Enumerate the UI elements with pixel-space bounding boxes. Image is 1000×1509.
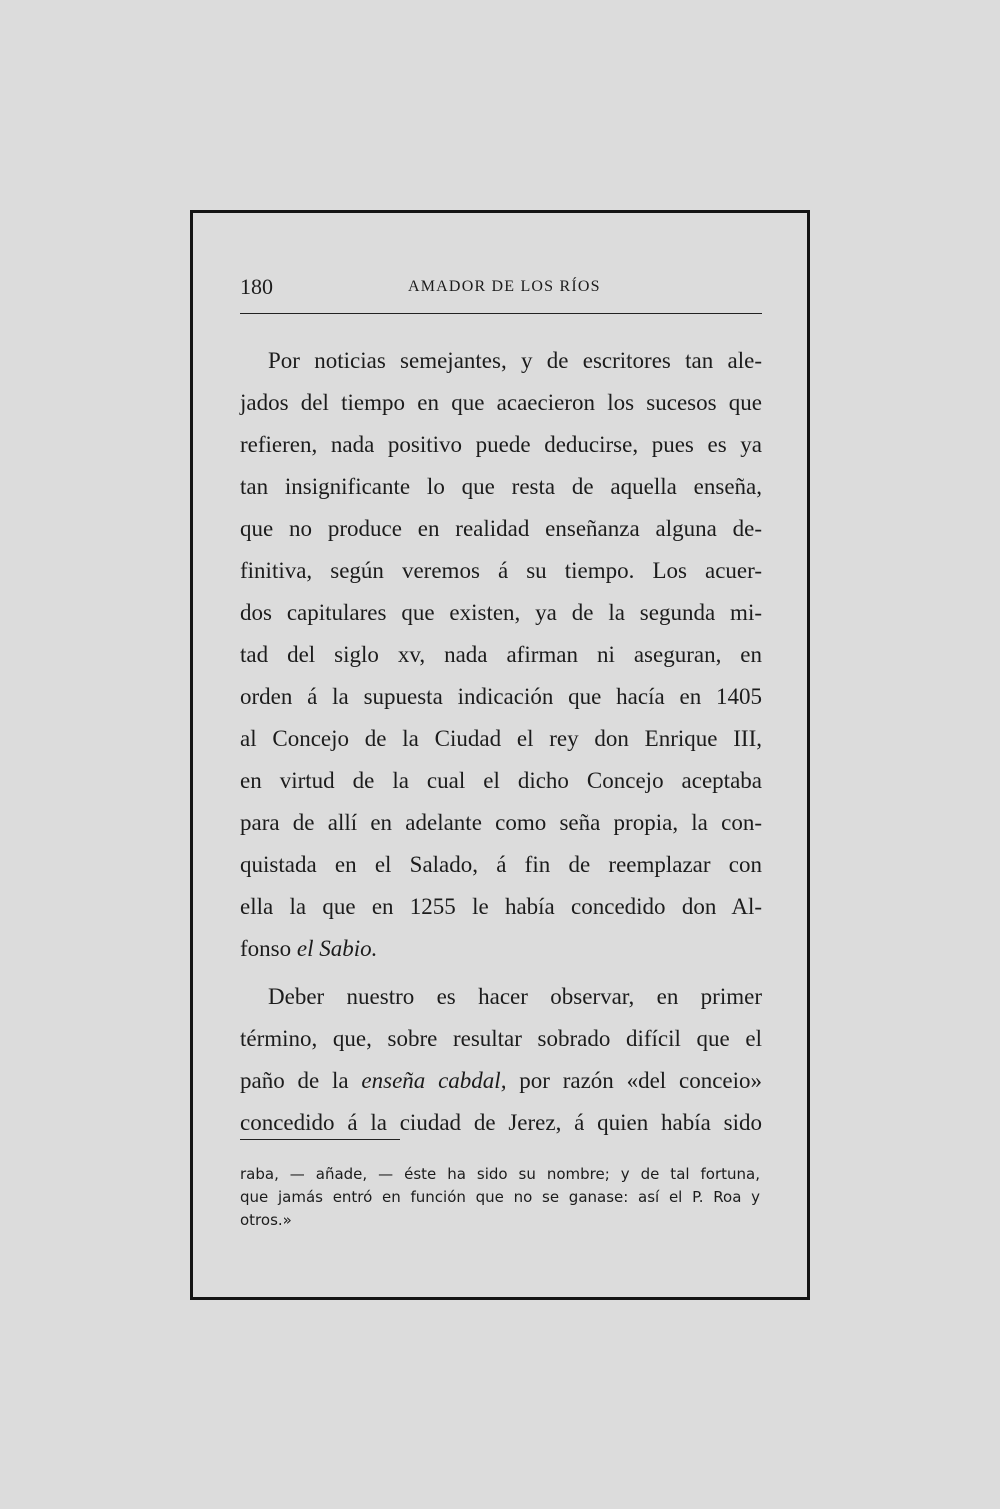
header-rule: [240, 313, 762, 314]
body-text: [240, 340, 762, 1144]
body-line: [240, 928, 762, 970]
italic-text: el Sabio.: [296, 936, 378, 961]
body-line: Por noticias semejantes, y de escritores tan ale-: [268, 348, 762, 373]
body-line: dos capitulares que existen, ya de la segunda mi-: [240, 600, 762, 625]
body-line: jados del tiempo en que acaecieron los sucesos que: [240, 390, 762, 415]
footnote-line: que jamás entró en función que no se ganase: así el P. Roa y: [240, 1188, 760, 1206]
footnote-rule: [240, 1139, 400, 1140]
text-segment: paño de la: [240, 1068, 362, 1093]
body-line: refieren, nada positivo puede deducirse, pues es ya: [240, 432, 762, 457]
running-head: [240, 274, 760, 300]
body-line: quistada en el Salado, á fin de reemplazar con: [240, 852, 762, 877]
text-segment: fonso: [240, 936, 297, 961]
body-line: término, que, sobre resultar sobrado difícil que el: [240, 1026, 762, 1051]
body-line: que no produce en realidad enseñanza alguna de-: [240, 516, 762, 541]
body-line: orden á la supuesta indicación que hacía en 1405: [240, 684, 762, 709]
body-line: tan insignificante lo que resta de aquella enseña,: [240, 474, 762, 499]
body-line: finitiva, según veremos á su tiempo. Los acuer-: [240, 558, 762, 583]
body-line: [240, 1060, 762, 1102]
footnote-line: otros.»: [240, 1211, 292, 1229]
body-line: concedido á la ciudad de Jerez, á quien había sido: [240, 1110, 762, 1135]
text-segment: por razón «del conceio»: [506, 1068, 763, 1093]
page-number: 180: [240, 274, 273, 299]
body-line: para de allí en adelante como seña propia, la con-: [240, 810, 762, 835]
footnote-line: raba, — añade, — éste ha sido su nombre; y de tal fortuna,: [240, 1165, 760, 1183]
footnote: [240, 1163, 760, 1232]
body-line: Deber nuestro es hacer observar, en primer: [268, 984, 762, 1009]
body-line: al Concejo de la Ciudad el rey don Enrique III,: [240, 726, 762, 751]
body-line: tad del siglo xv, nada afirman ni aseguran, en: [240, 642, 762, 667]
italic-text: enseña cabdal,: [361, 1068, 507, 1093]
body-line: en virtud de la cual el dicho Concejo aceptaba: [240, 768, 762, 793]
body-line: ella la que en 1255 le había concedido don Al-: [240, 894, 762, 919]
running-title: AMADOR DE LOS RÍOS: [408, 278, 601, 295]
